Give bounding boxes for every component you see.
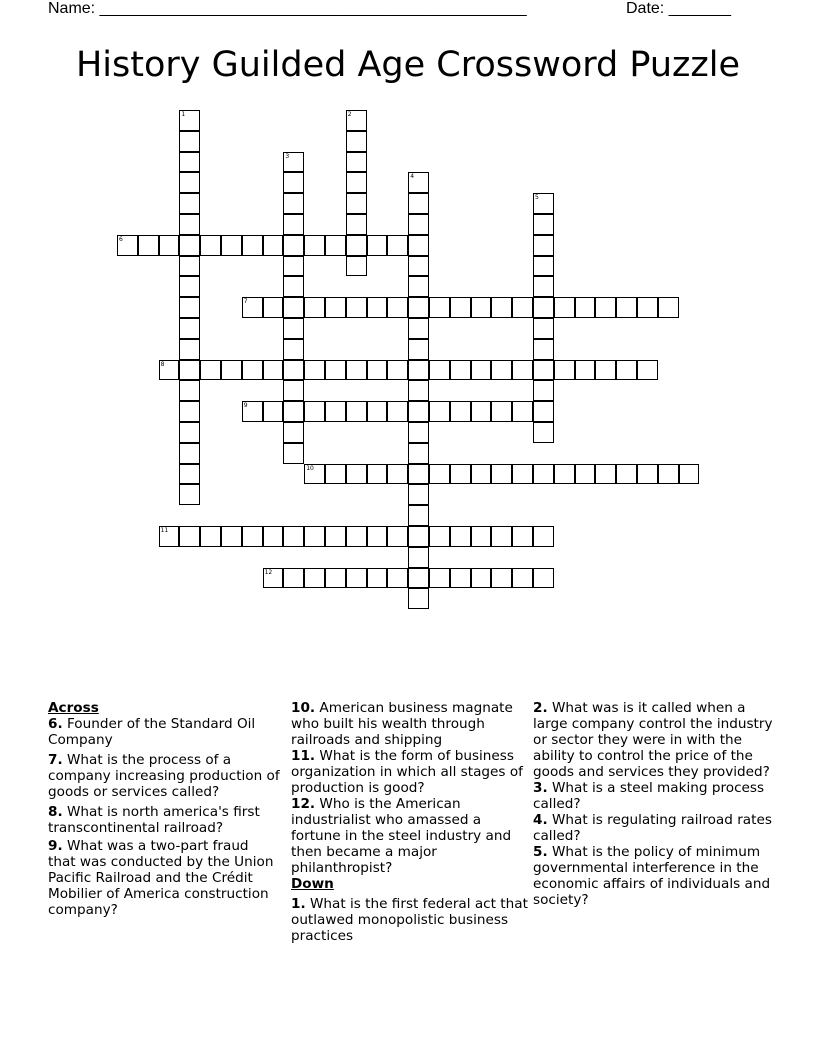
crossword-cell[interactable] <box>179 380 200 401</box>
crossword-cell[interactable] <box>346 526 367 547</box>
crossword-cell[interactable] <box>637 360 658 381</box>
crossword-cell[interactable] <box>533 464 554 485</box>
crossword-cell[interactable] <box>263 401 284 422</box>
crossword-cell[interactable] <box>429 526 450 547</box>
crossword-cell[interactable] <box>533 526 554 547</box>
crossword-cell[interactable] <box>387 360 408 381</box>
clue-number: 3. <box>533 780 548 796</box>
crossword-cell[interactable] <box>491 401 512 422</box>
crossword-cell[interactable] <box>283 172 304 193</box>
crossword-cell[interactable] <box>221 360 242 381</box>
crossword-cell[interactable] <box>325 401 346 422</box>
clue-number-label: 3 <box>285 152 290 160</box>
crossword-cell[interactable] <box>533 214 554 235</box>
crossword-cell[interactable] <box>679 464 700 485</box>
crossword-cell[interactable] <box>616 360 637 381</box>
crossword-cell[interactable] <box>263 568 284 589</box>
crossword-cell[interactable] <box>367 526 388 547</box>
crossword-cell[interactable] <box>179 172 200 193</box>
crossword-cell[interactable] <box>512 360 533 381</box>
crossword-cell[interactable] <box>283 256 304 277</box>
crossword-cell[interactable] <box>429 401 450 422</box>
clue-down-3 <box>533 780 773 812</box>
crossword-cell[interactable] <box>304 360 325 381</box>
crossword-cell[interactable] <box>367 235 388 256</box>
clue-text: What is the first federal act that outlawed monopolistic business practices <box>291 896 528 944</box>
crossword-cell[interactable] <box>491 526 512 547</box>
crossword-cell[interactable] <box>283 443 304 464</box>
crossword-cell[interactable] <box>304 235 325 256</box>
crossword-cell[interactable] <box>283 297 304 318</box>
crossword-cell[interactable] <box>450 526 471 547</box>
clues-column-2 <box>291 700 529 944</box>
clue-down-5 <box>533 844 773 908</box>
crossword-cell[interactable] <box>283 568 304 589</box>
crossword-cell[interactable] <box>408 172 429 193</box>
crossword-cell[interactable] <box>200 526 221 547</box>
crossword-cell[interactable] <box>346 172 367 193</box>
crossword-cell[interactable] <box>408 443 429 464</box>
crossword-cell[interactable] <box>283 318 304 339</box>
crossword-cell[interactable] <box>408 568 429 589</box>
crossword-cell[interactable] <box>575 360 596 381</box>
crossword-cell[interactable] <box>179 339 200 360</box>
crossword-cell[interactable] <box>221 526 242 547</box>
crossword-cell[interactable] <box>471 568 492 589</box>
crossword-cell[interactable] <box>179 464 200 485</box>
clue-text: Founder of the Standard Oil Company <box>48 716 256 748</box>
crossword-cell[interactable] <box>367 297 388 318</box>
crossword-cell[interactable] <box>346 360 367 381</box>
crossword-cell[interactable] <box>325 568 346 589</box>
clue-text: What is north america's first transcontinental railroad? <box>48 804 260 836</box>
clue-number: 10. <box>291 700 316 716</box>
clue-number-label: 9 <box>243 402 248 410</box>
crossword-cell[interactable] <box>179 152 200 173</box>
crossword-cell[interactable] <box>263 526 284 547</box>
crossword-cell[interactable] <box>159 526 180 547</box>
clue-number-label: 1 <box>181 111 186 118</box>
crossword-cell[interactable] <box>595 297 616 318</box>
crossword-cell[interactable] <box>179 256 200 277</box>
crossword-cell[interactable] <box>263 360 284 381</box>
crossword-cell[interactable] <box>533 401 554 422</box>
crossword-cell[interactable] <box>408 256 429 277</box>
crossword-cell[interactable] <box>179 110 200 131</box>
crossword-cell[interactable] <box>242 235 263 256</box>
crossword-cell[interactable] <box>658 464 679 485</box>
crossword-cell[interactable] <box>491 360 512 381</box>
crossword-cell[interactable] <box>408 297 429 318</box>
date-field[interactable]: Date: _______ <box>626 0 731 17</box>
clue-text: What is the form of business organization in which all stages of production is good? <box>291 748 523 796</box>
crossword-cell[interactable] <box>179 422 200 443</box>
crossword-cell[interactable] <box>367 464 388 485</box>
crossword-cell[interactable] <box>408 235 429 256</box>
crossword-cell[interactable] <box>408 339 429 360</box>
clue-number: 1. <box>291 896 306 912</box>
crossword-cell[interactable] <box>408 276 429 297</box>
crossword-cell[interactable] <box>408 526 429 547</box>
page-title: History Guilded Age Crossword Puzzle <box>75 45 741 85</box>
crossword-cell[interactable] <box>346 568 367 589</box>
clue-text: What was a two-part fraud that was conducted by the Union Pacific Railroad and the Crédit Mobilier of America construction company? <box>48 838 274 918</box>
clue-text: What is the policy of minimum governmental interference in the economic affairs of individuals and society? <box>533 844 771 908</box>
crossword-cell[interactable] <box>200 360 221 381</box>
crossword-cell[interactable] <box>408 464 429 485</box>
crossword-cell[interactable] <box>242 360 263 381</box>
clue-number: 8. <box>48 804 63 820</box>
crossword-cell[interactable] <box>179 360 200 381</box>
clue-across-8 <box>48 804 280 836</box>
crossword-cell[interactable] <box>408 318 429 339</box>
crossword-cell[interactable] <box>533 193 554 214</box>
crossword-cell[interactable] <box>533 276 554 297</box>
crossword-cell[interactable] <box>387 297 408 318</box>
clue-number: 12. <box>291 796 316 812</box>
clues-column-3 <box>533 700 773 908</box>
crossword-cell[interactable] <box>325 526 346 547</box>
crossword-cell[interactable] <box>283 380 304 401</box>
crossword-cell[interactable] <box>304 401 325 422</box>
crossword-cell[interactable] <box>408 401 429 422</box>
crossword-cell[interactable] <box>491 464 512 485</box>
crossword-cell[interactable] <box>533 256 554 277</box>
clue-number-label: 5 <box>535 194 539 202</box>
crossword-cell[interactable] <box>471 360 492 381</box>
crossword-cell[interactable] <box>450 360 471 381</box>
crossword-cell[interactable] <box>616 464 637 485</box>
crossword-cell[interactable] <box>179 526 200 547</box>
crossword-cell[interactable] <box>179 235 200 256</box>
crossword-cell[interactable] <box>325 360 346 381</box>
crossword-cell[interactable] <box>346 193 367 214</box>
crossword-cell[interactable] <box>117 235 138 256</box>
crossword-cell[interactable] <box>304 568 325 589</box>
crossword-cell[interactable] <box>554 297 575 318</box>
clue-number: 9. <box>48 838 63 854</box>
name-field[interactable]: Name: ________________________________________________ <box>48 0 527 17</box>
crossword-cell[interactable] <box>408 214 429 235</box>
crossword-cell[interactable] <box>346 131 367 152</box>
crossword-cell[interactable] <box>283 360 304 381</box>
clue-number: 11. <box>291 748 316 764</box>
crossword-cell[interactable] <box>491 297 512 318</box>
crossword-cell[interactable] <box>408 588 429 609</box>
crossword-cell[interactable] <box>491 568 512 589</box>
crossword-cell[interactable] <box>408 484 429 505</box>
crossword-cell[interactable] <box>346 235 367 256</box>
crossword-cell[interactable] <box>283 276 304 297</box>
crossword-cell[interactable] <box>387 401 408 422</box>
crossword-cell[interactable] <box>283 422 304 443</box>
crossword-cell[interactable] <box>533 380 554 401</box>
clue-number-label: 12 <box>264 568 273 576</box>
clue-down-4 <box>533 812 773 844</box>
crossword-cell[interactable] <box>471 401 492 422</box>
clue-text: What is regulating railroad rates called? <box>533 812 772 844</box>
crossword-cell[interactable] <box>554 360 575 381</box>
crossword-cell[interactable] <box>221 235 242 256</box>
crossword-cell[interactable] <box>429 464 450 485</box>
clue-number-label: 6 <box>119 235 123 243</box>
crossword-cell[interactable] <box>179 214 200 235</box>
crossword-cell[interactable] <box>575 297 596 318</box>
crossword-cell[interactable] <box>325 297 346 318</box>
crossword-cell[interactable] <box>200 235 221 256</box>
clue-text: What is a steel making process called? <box>533 780 765 812</box>
clue-across-9 <box>48 838 280 918</box>
crossword-cell[interactable] <box>283 339 304 360</box>
crossword-cell[interactable] <box>533 297 554 318</box>
crossword-cell[interactable] <box>367 401 388 422</box>
crossword-cell[interactable] <box>533 235 554 256</box>
crossword-cell[interactable] <box>179 443 200 464</box>
crossword-cell[interactable] <box>346 297 367 318</box>
clue-across-11 <box>291 748 529 796</box>
across-heading: Across <box>48 700 99 716</box>
crossword-cell[interactable] <box>346 401 367 422</box>
crossword-cell[interactable] <box>283 526 304 547</box>
crossword-cell[interactable] <box>367 568 388 589</box>
crossword-cell[interactable] <box>450 401 471 422</box>
crossword-cell[interactable] <box>283 152 304 173</box>
clue-number: 7. <box>48 752 63 768</box>
crossword-cell[interactable] <box>346 152 367 173</box>
clue-number-label: 10 <box>306 464 314 472</box>
crossword-cell[interactable] <box>179 276 200 297</box>
crossword-cell[interactable] <box>346 256 367 277</box>
crossword-cell[interactable] <box>387 464 408 485</box>
crossword-cell[interactable] <box>325 464 346 485</box>
clue-number: 4. <box>533 812 548 828</box>
clue-number-label: 8 <box>160 360 165 368</box>
clues-column-1 <box>48 700 280 922</box>
clue-down-1 <box>291 896 529 944</box>
crossword-cell[interactable] <box>283 401 304 422</box>
crossword-cell[interactable] <box>637 297 658 318</box>
crossword-cell[interactable] <box>179 193 200 214</box>
crossword-cell[interactable] <box>408 505 429 526</box>
crossword-cell[interactable] <box>263 297 284 318</box>
clue-across-12 <box>291 796 529 876</box>
crossword-cell[interactable] <box>304 297 325 318</box>
crossword-cell[interactable] <box>512 568 533 589</box>
crossword-cell[interactable] <box>471 464 492 485</box>
crossword-cell[interactable] <box>429 297 450 318</box>
crossword-cell[interactable] <box>512 526 533 547</box>
crossword-cell[interactable] <box>512 401 533 422</box>
crossword-cell[interactable] <box>387 526 408 547</box>
crossword-cell[interactable] <box>304 526 325 547</box>
crossword-cell[interactable] <box>179 318 200 339</box>
crossword-cell[interactable] <box>408 380 429 401</box>
crossword-cell[interactable] <box>429 568 450 589</box>
crossword-cell[interactable] <box>346 110 367 131</box>
crossword-cell[interactable] <box>283 235 304 256</box>
clue-down-2 <box>533 700 773 780</box>
crossword-cell[interactable] <box>533 339 554 360</box>
crossword-cell[interactable] <box>346 464 367 485</box>
crossword-cell[interactable] <box>387 568 408 589</box>
crossword-cell[interactable] <box>595 360 616 381</box>
crossword-cell[interactable] <box>429 360 450 381</box>
crossword-cell[interactable] <box>533 422 554 443</box>
crossword-cell[interactable] <box>533 360 554 381</box>
crossword-cell[interactable] <box>283 193 304 214</box>
clue-text: American business magnate who built his wealth through railroads and shipping <box>291 700 513 748</box>
crossword-cell[interactable] <box>387 235 408 256</box>
crossword-cell[interactable] <box>471 526 492 547</box>
crossword-cell[interactable] <box>554 464 575 485</box>
crossword-cell[interactable] <box>408 360 429 381</box>
clue-number-label: 11 <box>160 527 169 534</box>
crossword-cell[interactable] <box>325 235 346 256</box>
clue-number-label: 4 <box>410 173 415 181</box>
clue-across-10 <box>291 700 529 748</box>
crossword-cell[interactable] <box>408 422 429 443</box>
crossword-cell[interactable] <box>533 318 554 339</box>
crossword-cell[interactable] <box>408 193 429 214</box>
crossword-cell[interactable] <box>575 464 596 485</box>
clue-number: 6. <box>48 716 63 732</box>
crossword-cell[interactable] <box>179 401 200 422</box>
crossword-cell[interactable] <box>616 297 637 318</box>
crossword-cell[interactable] <box>138 235 159 256</box>
crossword-cell[interactable] <box>346 214 367 235</box>
clue-number: 2. <box>533 700 548 716</box>
crossword-cell[interactable] <box>512 464 533 485</box>
down-heading: Down <box>291 876 334 892</box>
crossword-cell[interactable] <box>179 484 200 505</box>
clue-across-7 <box>48 752 280 800</box>
crossword-cell[interactable] <box>637 464 658 485</box>
clue-text: What was is it called when a large company control the industry or sector they were in with the ability to control the price of the goods and services they provided? <box>533 700 773 780</box>
crossword-cell[interactable] <box>658 297 679 318</box>
crossword-cell[interactable] <box>242 526 263 547</box>
crossword-cell[interactable] <box>304 464 325 485</box>
crossword-cell[interactable] <box>408 547 429 568</box>
clue-number-label: 2 <box>347 111 352 118</box>
clue-number: 5. <box>533 844 548 860</box>
clue-number-label: 7 <box>243 298 248 306</box>
crossword-cell[interactable] <box>367 360 388 381</box>
crossword-cell[interactable] <box>179 297 200 318</box>
crossword-cell[interactable] <box>533 568 554 589</box>
clue-text: What is the process of a company increasing production of goods or services called? <box>48 752 280 800</box>
crossword-cell[interactable] <box>242 401 263 422</box>
crossword-cell[interactable] <box>450 568 471 589</box>
crossword-cell[interactable] <box>450 464 471 485</box>
crossword-cell[interactable] <box>179 131 200 152</box>
crossword-cell[interactable] <box>471 297 492 318</box>
name-date-line <box>48 0 768 20</box>
crossword-cell[interactable] <box>595 464 616 485</box>
crossword-cell[interactable] <box>512 297 533 318</box>
crossword-cell[interactable] <box>159 360 180 381</box>
crossword-cell[interactable] <box>450 297 471 318</box>
crossword-cell[interactable] <box>283 214 304 235</box>
clue-across-6 <box>48 716 280 748</box>
crossword-cell[interactable] <box>242 297 263 318</box>
crossword-cell[interactable] <box>263 235 284 256</box>
clue-text: Who is the American industrialist who amassed a fortune in the steel industry and then became a major philanthropist? <box>291 796 512 876</box>
crossword-cell[interactable] <box>159 235 180 256</box>
